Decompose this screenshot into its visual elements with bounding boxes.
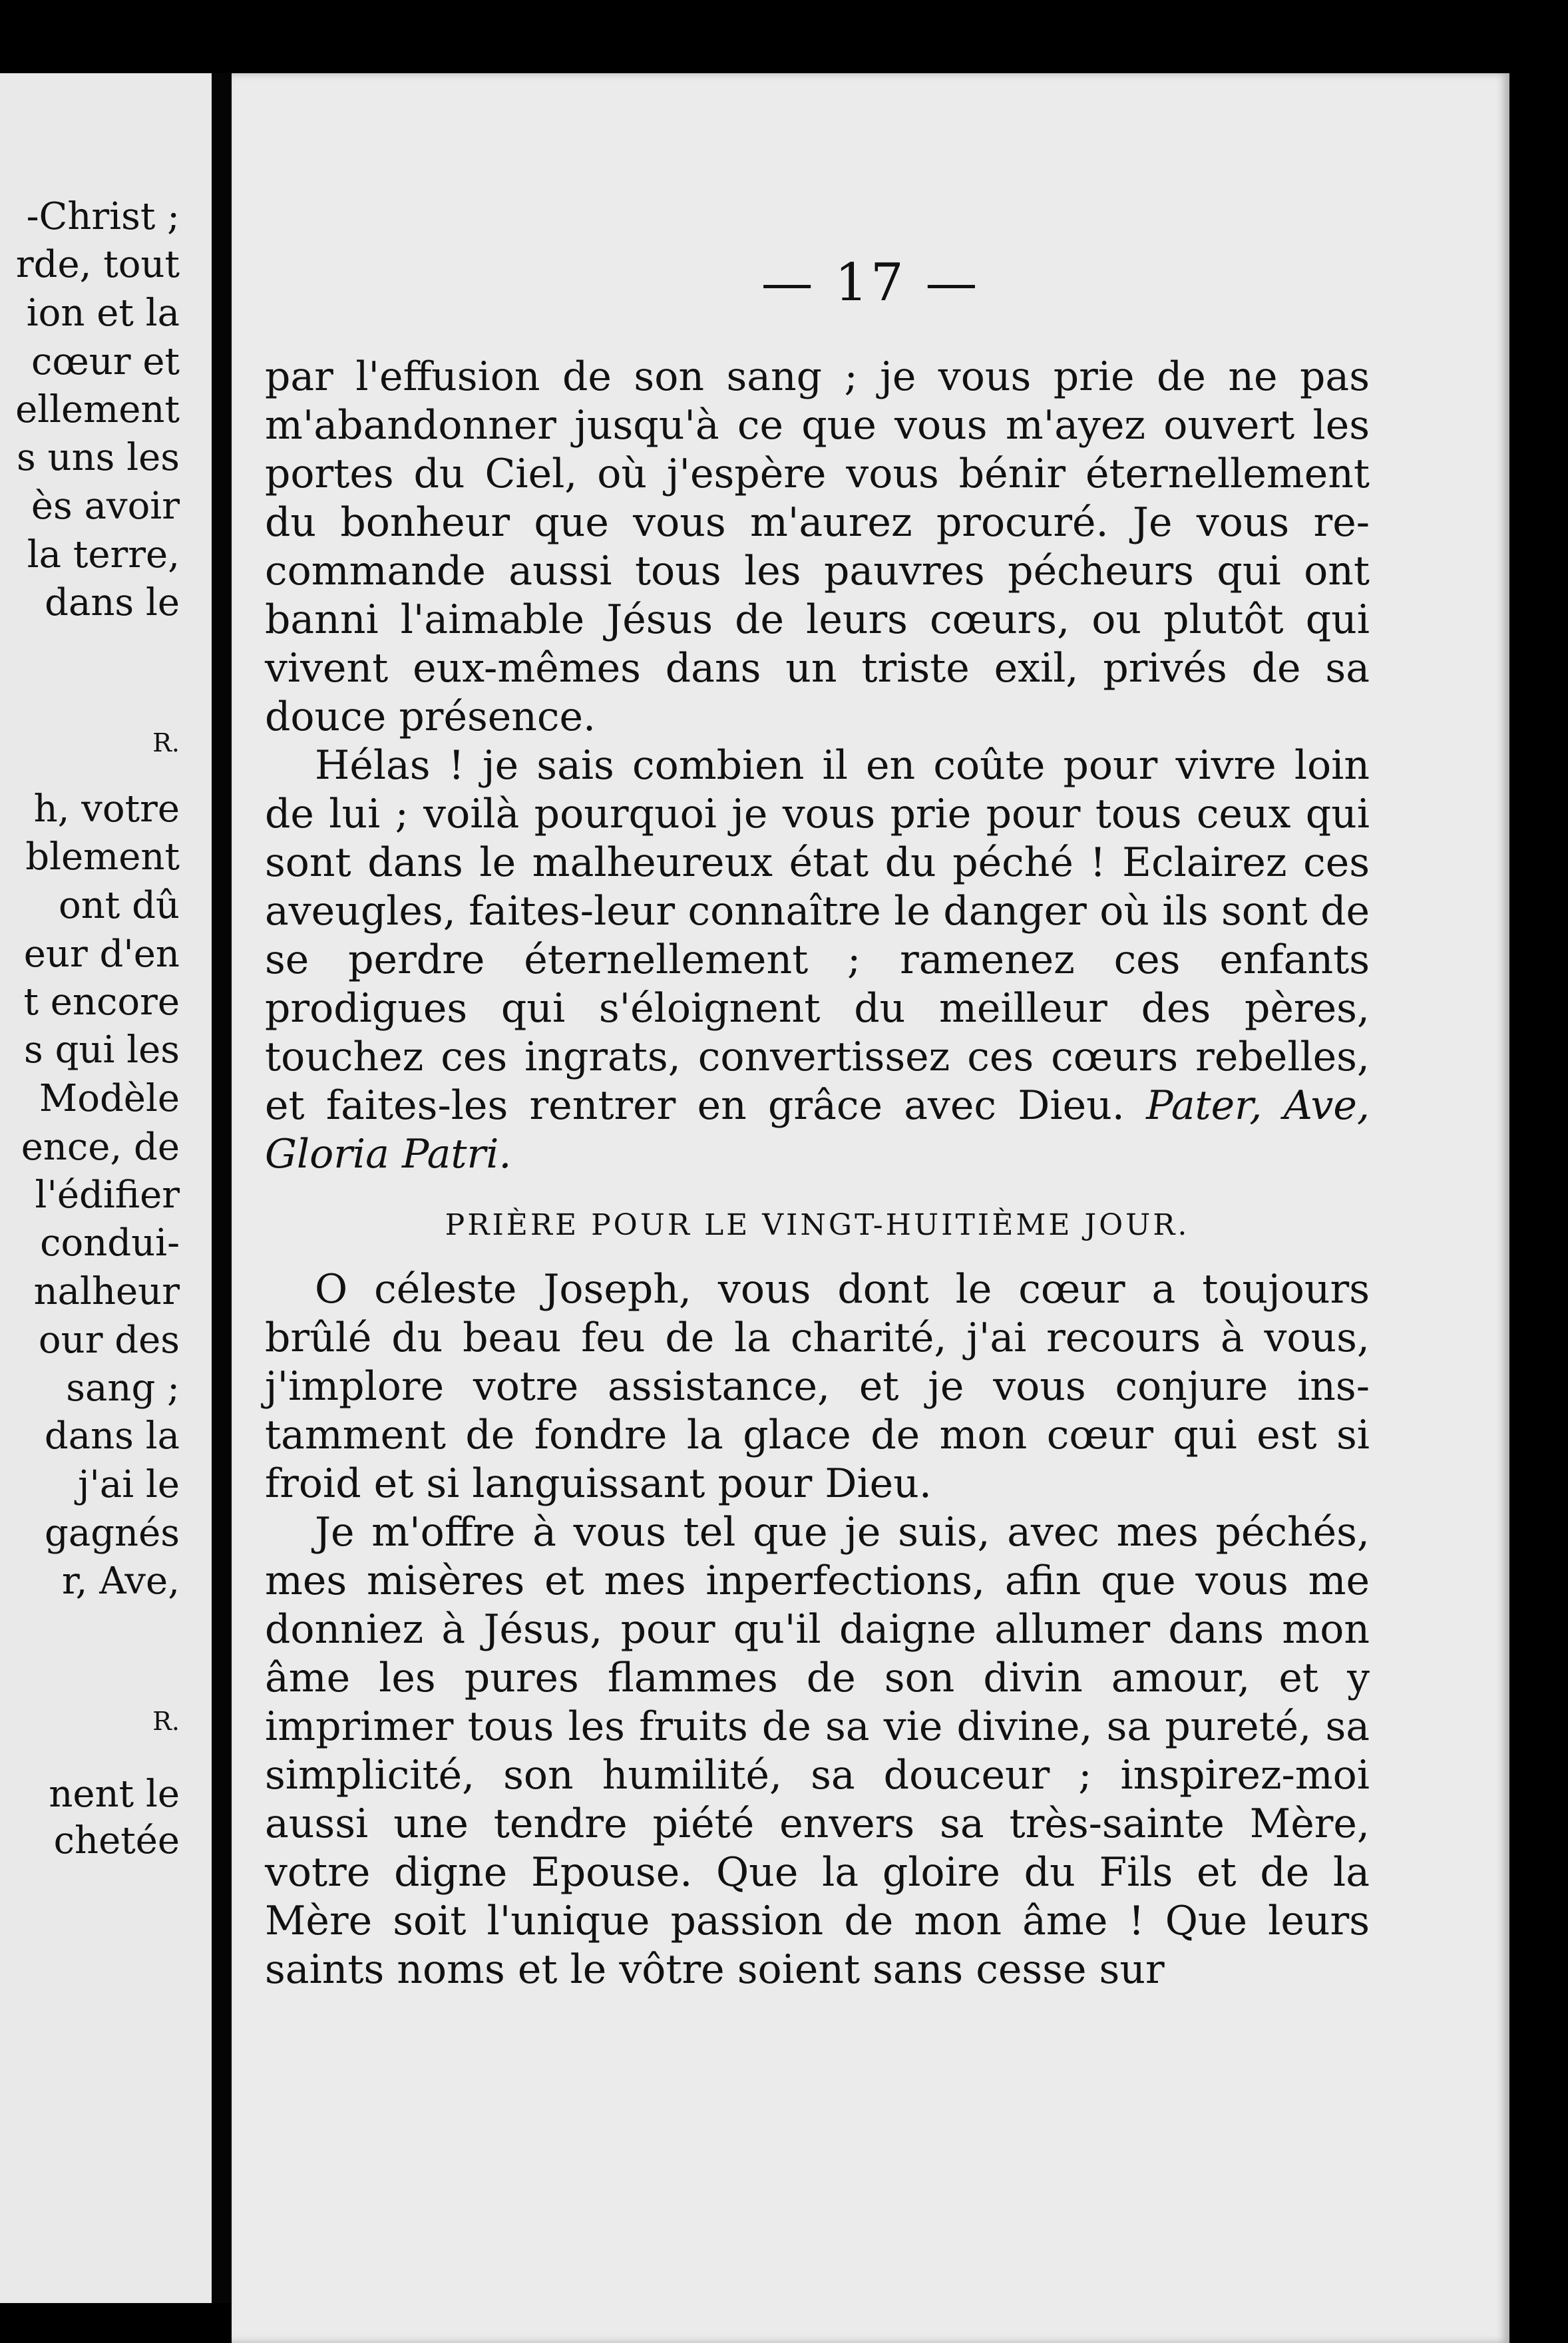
facing-page-line: r, Ave, xyxy=(62,1560,180,1603)
facing-page-line: ion et la xyxy=(26,292,180,335)
facing-page-line: nalheur xyxy=(33,1270,180,1313)
facing-page-line: j'ai le xyxy=(78,1463,180,1506)
facing-page-line: our des xyxy=(38,1319,180,1362)
facing-page-line: ès avoir xyxy=(31,485,180,528)
facing-page-line: cœur et xyxy=(31,340,180,383)
page-number: — 17 — xyxy=(761,253,980,313)
facing-page-line: ont dû xyxy=(59,884,180,927)
facing-page-line: R. xyxy=(152,1707,180,1736)
page-body xyxy=(265,353,1370,1994)
facing-page-line: -Christ ; xyxy=(26,195,180,238)
facing-page-line: condui- xyxy=(40,1221,180,1265)
facing-page-line: Modèle xyxy=(39,1077,180,1120)
book-page xyxy=(232,73,1509,2343)
facing-page-line: rde, tout xyxy=(15,243,180,286)
facing-page-line: nent le xyxy=(49,1773,180,1816)
facing-page-line: R. xyxy=(152,728,180,757)
paragraph-1: par l'effusion de son sang ; je vous prie de ne pas m'abandonner jusqu'à ce que vous m'ayez ouvert les portes du Ciel, où j'espère vous bénir éternellement du bonheur que vous m'aurez procuré. Je vous recommande aussi tous les pauvres pécheurs qui ont banni l'aimable Jésus de leurs cœurs, ou plutôt qui vivent eux-mêmes dans un triste exil, privés de sa douce présence. xyxy=(265,353,1370,740)
section-heading: PRIÈRE POUR LE VINGT-HUITIÈME JOUR. xyxy=(445,1208,1190,1242)
facing-page-line: ence, de xyxy=(21,1126,180,1169)
paragraph-3: O céleste Joseph, vous dont le cœur a toujours brûlé du beau feu de la charité, j'ai recours à vous, j'implore votre assistance, et je vous conjure instamment de fondre la glace de mon cœur qui est si froid et si languissant pour Dieu. xyxy=(265,1266,1370,1507)
paragraph-2-closing: Pater, Ave, Gloria Patri. xyxy=(265,1082,1370,1177)
facing-page-line: ellement xyxy=(15,388,180,431)
facing-page-line: eur d'en xyxy=(23,933,180,976)
paragraph-2 xyxy=(265,742,1370,1179)
facing-page-line: blement xyxy=(25,835,180,879)
facing-page-fragment xyxy=(0,73,212,2303)
facing-page-line: h, votre xyxy=(33,787,180,831)
facing-page-line: s qui les xyxy=(24,1028,180,1072)
facing-page-line: l'édifier xyxy=(35,1173,180,1217)
facing-page-line: chetée xyxy=(53,1819,180,1862)
facing-page-line: gagnés xyxy=(44,1512,180,1555)
page-gutter xyxy=(212,73,232,2303)
paragraph-4: Je m'offre à vous tel que je suis, avec mes péchés, mes misères et mes inperfections, afin que vous me donniez à Jésus, pour qu'il daigne allumer dans mon âme les pures flammes de son divin amour, et y imprimer tous les fruits de sa vie divine, sa pureté, sa simplicité, son humilité, sa douceur ; inspirez-moi aussi une tendre piété envers sa très-sainte Mère, votre digne Epouse. Que la gloire du Fils et de la Mère soit l'unique passion de mon âme ! Que leurs saints noms et le vôtre soient sans cesse sur xyxy=(265,1509,1370,1993)
facing-page-line: s uns les xyxy=(17,436,180,479)
facing-page-line: la terre, xyxy=(27,533,180,576)
paragraph-2-text: Hélas ! je sais combien il en coûte pour vivre loin de lui ; voilà pourquoi je vous prie pour tous ceux qui sont dans le malheureux état du péché ! Eclairez ces aveugles, faites-leur connaître le danger où ils sont de se perdre éternellement ; ramenez ces enfants prodigues qui s'éloignent du meilleur des pères, touchez ces ingrats, convertissez ces cœurs rebelles, et faites-les rentrer en grâce avec Dieu. xyxy=(265,742,1370,1129)
facing-page-line: dans le xyxy=(45,581,180,624)
facing-page-line: dans la xyxy=(44,1414,180,1458)
facing-page-line: t encore xyxy=(23,980,180,1024)
facing-page-line: sang ; xyxy=(66,1367,180,1410)
